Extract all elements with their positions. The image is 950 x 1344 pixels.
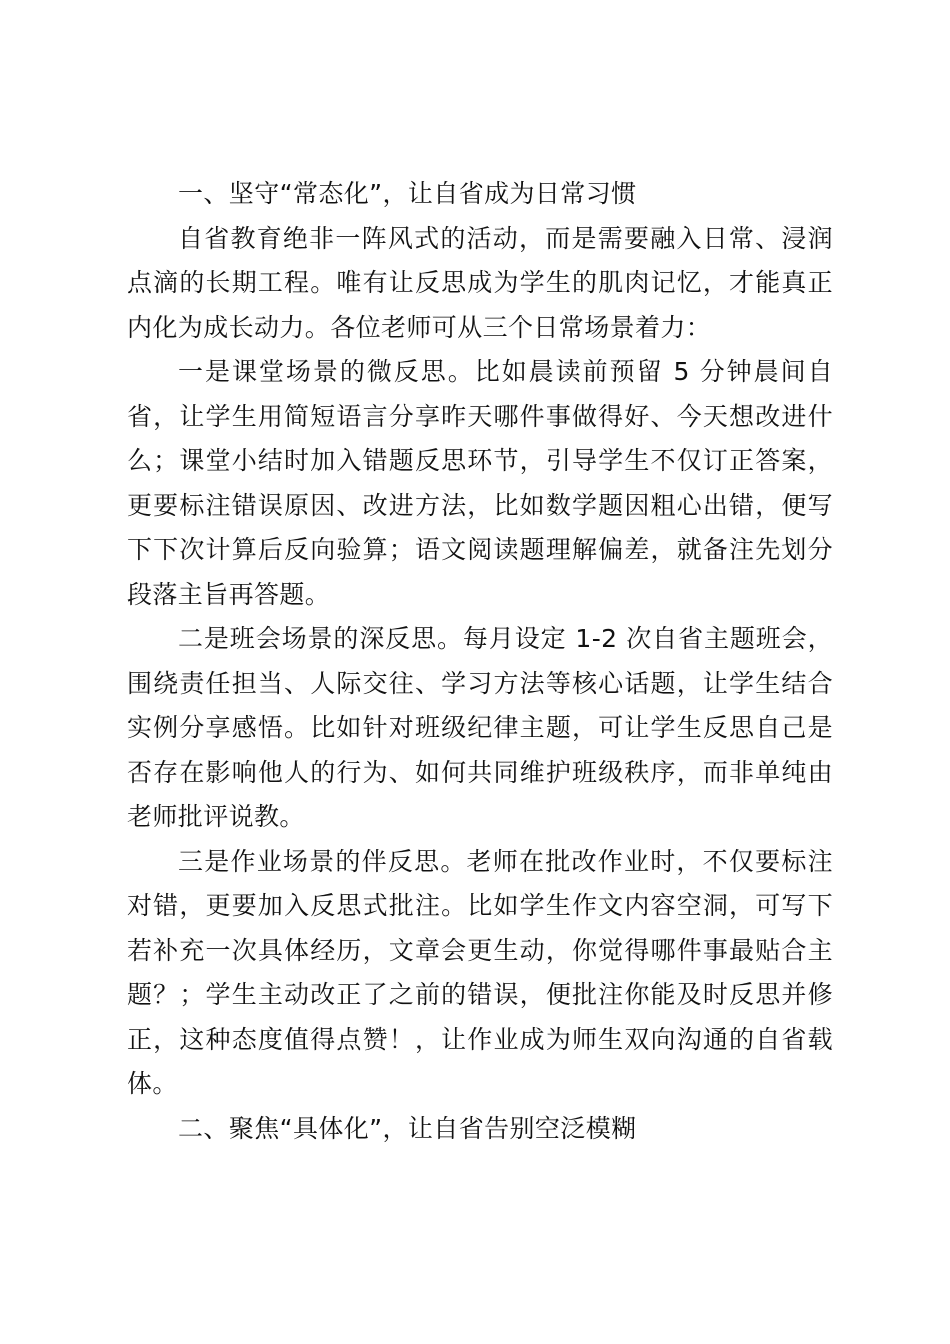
document-body [127,172,833,1151]
body-paragraph-intro: 自省教育绝非一阵风式的活动，而是需要融入日常、浸润点滴的长期工程。唯有让反思成为学生的肌肉记忆，才能真正内化为成长动力。各位老师可从三个日常场景着力： [127,223,833,342]
section-heading-2: 二、聚焦“具体化”，让自省告别空泛模糊 [178,1113,637,1143]
body-paragraph-homework: 三是作业场景的伴反思。老师在批改作业时，不仅要标注对错，更要加入反思式批注。比如学生作文内容空洞，可写下若补充一次具体经历，文章会更生动，你觉得哪件事最贴合主题？；学生主动改正了之前的错误，便批注你能及时反思并修正，这种态度值得点赞！，让作业成为师生双向沟通的自省载体。 [127,846,833,1098]
section-heading-1: 一、坚守“常态化”，让自省成为日常习惯 [178,179,637,208]
body-paragraph-class-meeting: 二是班会场景的深反思。每月设定 1-2 次自省主题班会，围绕责任担当、人际交往、学习方法等核心话题，让学生结合实例分享感悟。比如针对班级纪律主题，可让学生反思自己是否存在影响他人的行为、如何共同维护班级秩序，而非单纯由老师批评说教。 [127,624,833,831]
body-paragraph-classroom: 一是课堂场景的微反思。比如晨读前预留 5 分钟晨间自省，让学生用简短语言分享昨天哪件事做得好、今天想改进什么；课堂小结时加入错题反思环节，引导学生不仅订正答案，更要标注错误原因、改进方法，比如数学题因粗心出错，便写下下次计算后反向验算；语文阅读题理解偏差，就备注先划分段落主旨再答题。 [127,357,833,609]
